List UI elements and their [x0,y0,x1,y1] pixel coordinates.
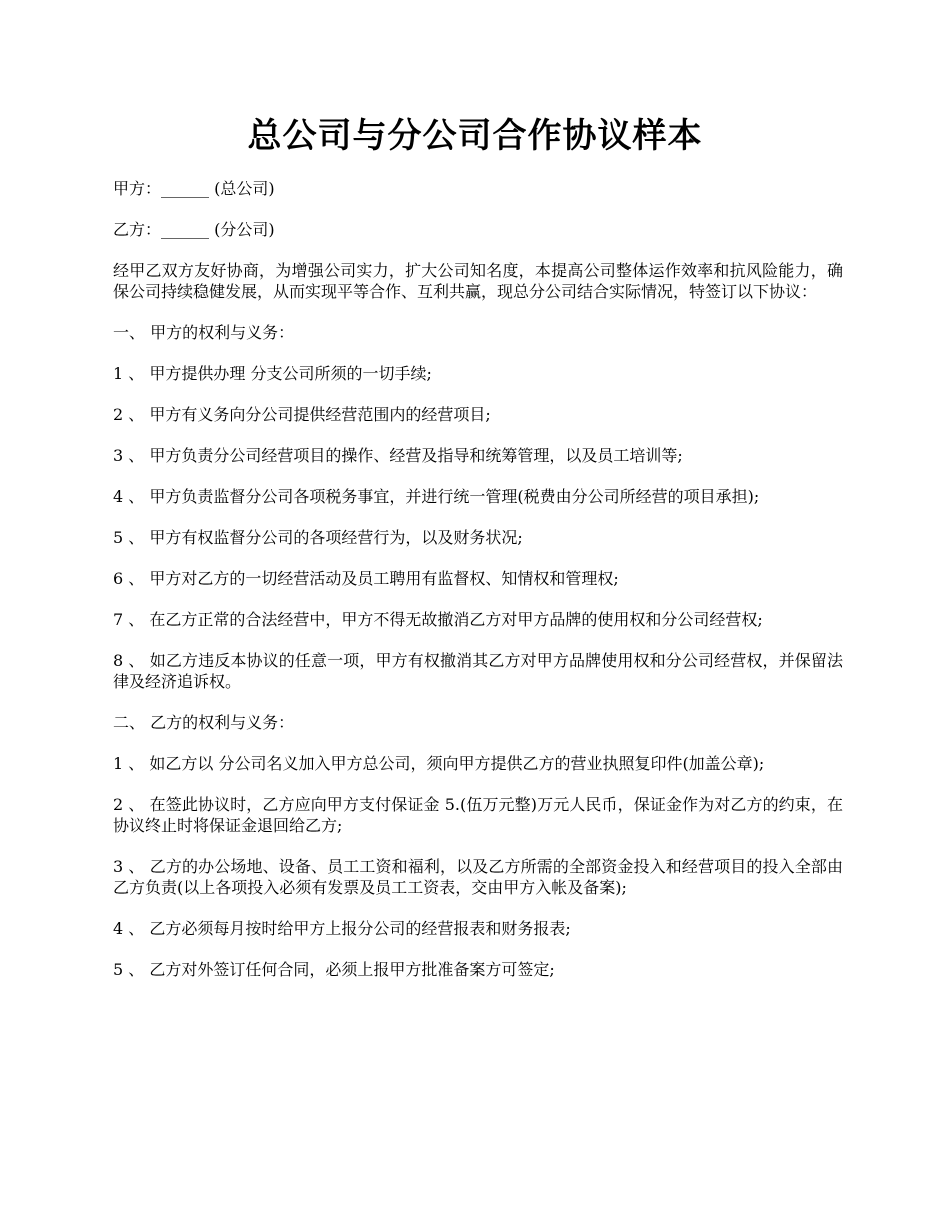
preamble-paragraph: 经甲乙双方友好协商，为增强公司实力，扩大公司知名度，本提高公司整体运作效率和抗风险能力，确保公司持续稳健发展，从而实现平等合作、互利共赢，现总分公司结合实际情况，特签订以下协议： [113,261,843,301]
clause-item: 1 、 甲方提供办理 分支公司所须的一切手续; [113,364,432,383]
clause-item: 7 、 在乙方正常的合法经营中，甲方不得无故撤消乙方对甲方品牌的使用权和分公司经营权; [113,610,763,629]
clause-item: 4 、 甲方负责监督分公司各项税务事宜，并进行统一管理(税费由分公司所经营的项目承担); [113,487,760,506]
document-title: 总公司与分公司合作协议样本 [247,116,703,156]
clause-item: 1 、 如乙方以 分公司名义加入甲方总公司，须向甲方提供乙方的营业执照复印件(加盖公章); [113,754,765,773]
document-body [113,178,843,1000]
clause-item: 8 、 如乙方违反本协议的任意一项，甲方有权撤消其乙方对甲方品牌使用权和分公司经营权，并保留法律及经济追诉权。 [113,651,843,691]
party-a-line: 甲方：______ (总公司) [113,179,275,198]
clause-item: 2 、 甲方有义务向分公司提供经营范围内的经营项目; [113,405,491,424]
clause-item: 6 、 甲方对乙方的一切经营活动及员工聘用有监督权、知情权和管理权; [113,569,619,588]
section-heading-party-b: 二、 乙方的权利与义务： [113,713,295,732]
party-b-line: 乙方：______ (分公司) [113,220,275,239]
clause-item: 4 、 乙方必须每月按时给甲方上报分公司的经营报表和财务报表; [113,919,571,938]
clause-item: 3 、 乙方的办公场地、设备、员工工资和福利，以及乙方所需的全部资金投入和经营项目的投入全部由乙方负责(以上各项投入必须有发票及员工工资表，交由甲方入帐及备案); [113,857,843,897]
clause-item: 3 、 甲方负责分公司经营项目的操作、经营及指导和统筹管理，以及员工培训等; [113,446,683,465]
clause-item: 5 、 乙方对外签订任何合同，必须上报甲方批准备案方可签定; [113,960,555,979]
section-heading-party-a: 一、 甲方的权利与义务： [113,323,295,342]
clause-item: 5 、 甲方有权监督分公司的各项经营行为，以及财务状况; [113,528,523,547]
clause-item: 2 、 在签此协议时，乙方应向甲方支付保证金 5.(伍万元整)万元人民币，保证金作为对乙方的约束，在协议终止时将保证金退回给乙方; [113,795,843,835]
